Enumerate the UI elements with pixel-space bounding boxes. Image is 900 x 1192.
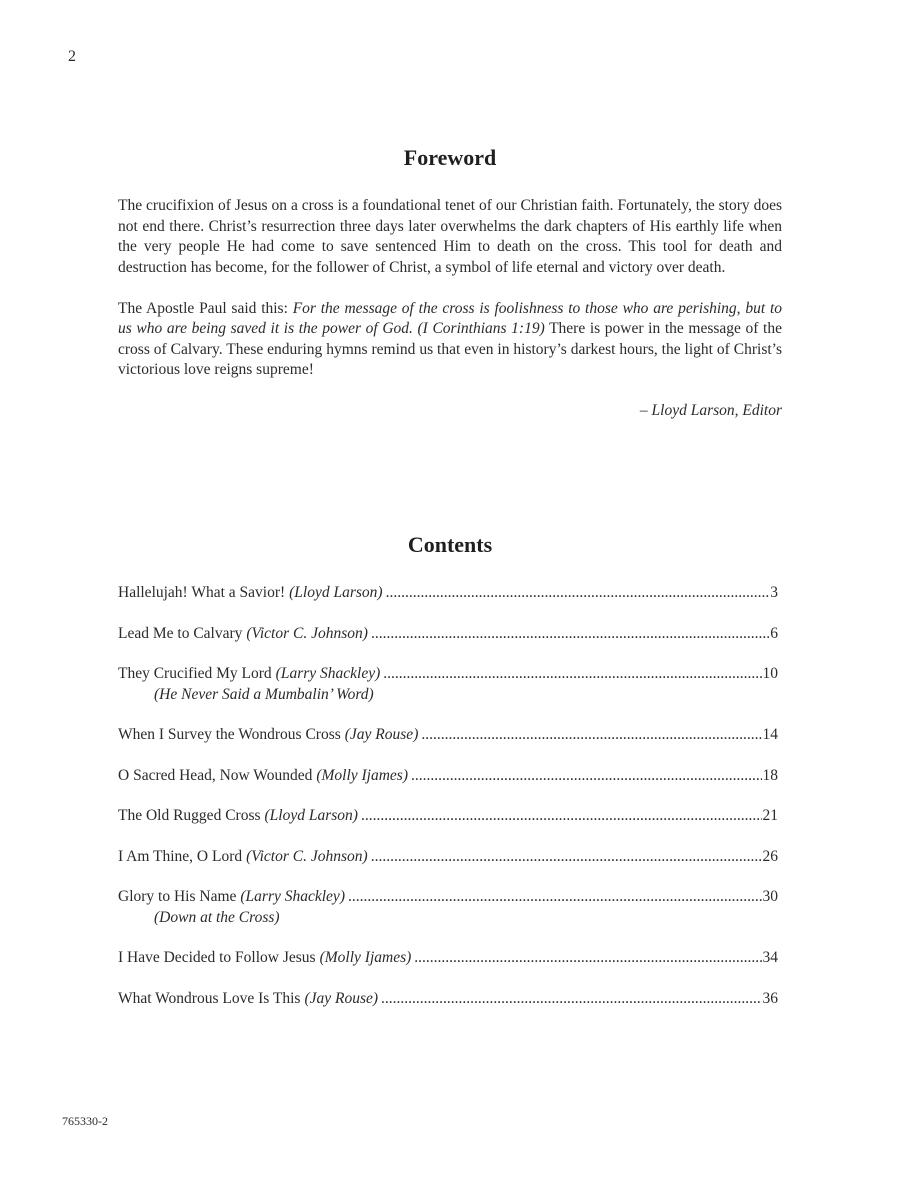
toc-entry-page: 14 xyxy=(762,726,778,743)
dot-leader xyxy=(383,664,761,685)
toc-entry-title: Hallelujah! What a Savior! xyxy=(118,584,286,601)
toc-entry[interactable] xyxy=(118,583,778,604)
dot-leader xyxy=(371,624,769,645)
toc-entry-subtitle: (Down at the Cross) xyxy=(154,908,280,926)
foreword-title: Foreword xyxy=(403,145,497,170)
toc-entry-title: When I Survey the Wondrous Cross xyxy=(118,726,341,743)
toc-entry[interactable] xyxy=(118,989,778,1010)
toc-entry-arranger: (Lloyd Larson) xyxy=(264,807,358,824)
toc-entry-arranger: (Lloyd Larson) xyxy=(289,584,383,601)
foreword-paragraph-2 xyxy=(118,299,782,381)
toc-entry-arranger: (Jay Rouse) xyxy=(304,989,379,1007)
dot-leader xyxy=(414,948,761,969)
toc-entry-title: I Have Decided to Follow Jesus xyxy=(118,949,316,966)
toc-entry-subtitle: (He Never Said a Mumbalin’ Word) xyxy=(154,685,374,703)
toc-entry[interactable] xyxy=(118,725,778,746)
toc-entry-page: 26 xyxy=(762,847,778,865)
toc-entry[interactable] xyxy=(118,948,778,969)
dot-leader xyxy=(421,725,761,746)
toc-entry-page: 18 xyxy=(762,766,778,784)
toc-entry-title: Glory to His Name xyxy=(118,888,237,905)
toc-entry[interactable] xyxy=(118,806,778,827)
paragraph-2-rest: There is power in the message of the cross of Calvary. These enduring hymns remind us that even in history’s darkest hours, the light of Christ’s victorious love reigns supreme! xyxy=(118,320,782,378)
dot-leader xyxy=(381,989,761,1010)
toc-entry-page: 3 xyxy=(770,584,778,601)
toc-entry-page: 6 xyxy=(770,624,778,642)
toc-entry[interactable] xyxy=(118,664,778,705)
toc-entry-arranger: (Larry Shackley) xyxy=(240,888,345,905)
scripture-quote: For the message of the cross is foolishness to those who are perishing, but to us who are being saved it is the power of God. (I Corinthians 1:19) xyxy=(118,299,783,337)
toc-entry-page: 10 xyxy=(762,665,778,682)
toc-entry[interactable] xyxy=(118,847,778,868)
toc-entry-page: 30 xyxy=(762,888,778,905)
toc-entry-arranger: (Victor C. Johnson) xyxy=(246,624,368,642)
toc-entry-page: 21 xyxy=(762,807,778,824)
toc-entry-title: What Wondrous Love Is This xyxy=(118,989,301,1007)
catalog-code: 765330-2 xyxy=(62,1114,108,1128)
table-of-contents xyxy=(118,583,778,1029)
page-number: 2 xyxy=(68,48,76,65)
toc-entry-arranger: (Victor C. Johnson) xyxy=(246,847,368,865)
toc-entry-title: O Sacred Head, Now Wounded xyxy=(118,766,313,784)
toc-entry-title: They Crucified My Lord xyxy=(118,665,272,682)
toc-entry-title: Lead Me to Calvary xyxy=(118,624,243,642)
contents-title: Contents xyxy=(407,532,493,557)
dot-leader xyxy=(361,806,762,827)
dot-leader xyxy=(411,766,761,787)
toc-entry-arranger: (Molly Ijames) xyxy=(319,949,412,966)
toc-entry-title: The Old Rugged Cross xyxy=(118,807,261,824)
toc-entry-arranger: (Larry Shackley) xyxy=(275,665,381,682)
paragraph-2-intro: The Apostle Paul said this: xyxy=(118,299,293,317)
toc-entry-arranger: (Jay Rouse) xyxy=(344,726,419,743)
dot-leader xyxy=(371,847,762,868)
dot-leader xyxy=(386,583,770,604)
toc-entry[interactable] xyxy=(118,624,778,645)
toc-entry-arranger: (Molly Ijames) xyxy=(316,766,409,784)
editor-signature: – Lloyd Larson, Editor xyxy=(639,402,782,419)
toc-entry[interactable] xyxy=(118,766,778,787)
toc-entry-title: I Am Thine, O Lord xyxy=(118,847,243,865)
foreword-body xyxy=(118,196,782,442)
toc-entry-page: 34 xyxy=(762,949,778,966)
toc-entry[interactable] xyxy=(118,887,778,928)
foreword-paragraph-1: The crucifixion of Jesus on a cross is a foundational tenet of our Christian faith. Fortunately, the story does not end there. Christ’s resurrection three days later overwhelms the dark chapters of His earthly life when the very people He had come to save sentenced Him to death on the cross. This tool for death and destruction has become, for the follower of Christ, a symbol of life eternal and victory over death. xyxy=(118,197,782,276)
dot-leader xyxy=(348,887,762,908)
toc-entry-page: 36 xyxy=(762,989,778,1007)
